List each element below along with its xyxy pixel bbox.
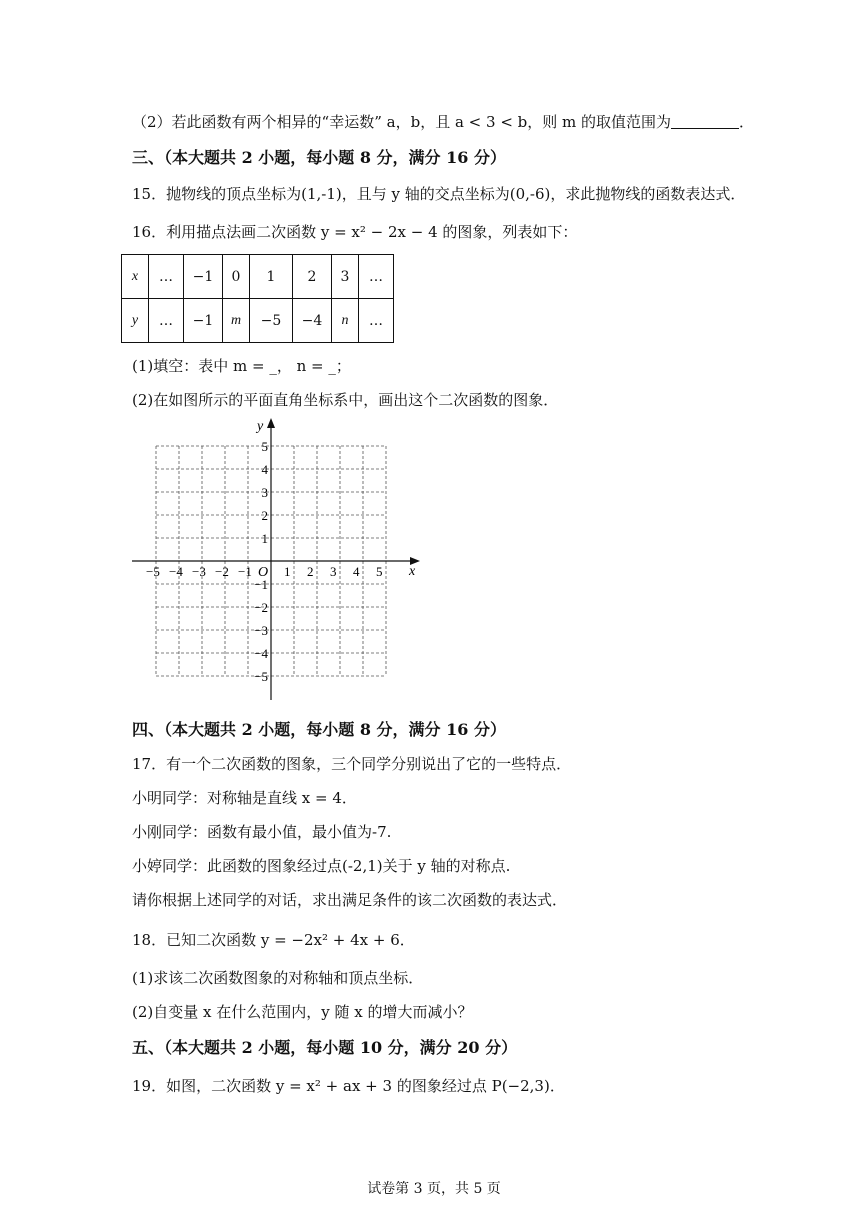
table-cell: … [359,299,394,343]
question-18-part2: (2)自变量 x 在什么范围内，y 随 x 的增大而减小？ [132,1003,473,1021]
coordinate-grid [120,410,430,710]
axes [132,418,420,700]
question-17-xiaoming: 小明同学：对称轴是直线 x = 4． [132,789,357,807]
table-cell: 3 [332,255,359,299]
table-cell: 2 [293,255,332,299]
question-19: 19．如图，二次函数 y = x² + ax + 3 的图象经过点 P(−2,3)． [132,1077,565,1095]
y-tick-label: 4 [261,462,268,477]
y-tick-label: −3 [254,623,268,638]
section-5-heading: 五、（本大题共 2 小题，每小题 10 分，满分 20 分） [132,1038,518,1057]
table-row [122,299,394,343]
y-tick-label: 3 [261,485,268,500]
table-cell: 1 [250,255,293,299]
section-3-heading: 三、（本大题共 2 小题，每小题 8 分，满分 16 分） [132,148,506,167]
y-tick-label: 2 [261,508,268,523]
question-16-part1: (1)填空：表中 m = _， n = _； [132,357,351,375]
table-cell: x [122,255,149,299]
y-tick-label: 5 [261,439,268,454]
table-row [122,255,394,299]
table-cell: −1 [184,299,223,343]
question-17: 17．有一个二次函数的图象，三个同学分别说出了它的一些特点． [132,755,572,773]
table-cell: −4 [293,299,332,343]
y-axis-label: y [257,419,264,434]
x-tick-label: −3 [192,564,206,579]
y-tick-label: −4 [254,646,268,661]
question-16: 16．利用描点法画二次函数 y = x² − 2x − 4 的图象，列表如下： [132,223,578,241]
table-cell: … [149,299,184,343]
y-tick-label: −2 [254,600,268,615]
y-tick-label: 1 [261,531,268,546]
table-cell: n [332,299,359,343]
question-17-instruction: 请你根据上述同学的对话，求出满足条件的该二次函数的表达式． [132,891,568,909]
x-tick-label: −4 [169,564,183,579]
table-cell: y [122,299,149,343]
x-tick-label: 5 [376,564,383,579]
x-tick-label: 2 [307,564,314,579]
x-tick-label: −1 [238,564,252,579]
section-4-heading: 四、（本大题共 2 小题，每小题 8 分，满分 16 分） [132,720,506,739]
table-cell: … [149,255,184,299]
table-cell: … [359,255,394,299]
x-tick-label: 1 [284,564,291,579]
question-15: 15．抛物线的顶点坐标为(1,-1)，且与 y 轴的交点坐标为(0,-6)，求此抛物线的函数表达式． [132,185,746,203]
y-tick-label: −1 [254,577,268,592]
x-tick-label: 4 [353,564,360,579]
x-tick-label: −5 [146,564,160,579]
origin-label: O [258,565,269,580]
answer-blank[interactable] [671,114,739,129]
table-cell: m [223,299,250,343]
page-footer: 试卷第 3 页，共 5 页 [367,1181,501,1197]
table-cell: −5 [250,299,293,343]
question-18: 18．已知二次函数 y = −2x² + 4x + 6． [132,931,415,949]
x-tick-label: 3 [330,564,337,579]
y-axis-arrow [267,418,275,428]
q14-part2: （2）若此函数有两个相异的“幸运数” a，b，且 a < 3 < b，则 m 的取值范围为 ． [132,113,755,131]
question-17-xiaogang: 小刚同学：函数有最小值，最小值为-7. [132,823,392,841]
question-16-part2: (2)在如图所示的平面直角坐标系中，画出这个二次函数的图象． [132,391,559,409]
question-17-xiaoting: 小婷同学：此函数的图象经过点(-2,1)关于 y 轴的对称点. [132,857,511,875]
question-18-part1: (1)求该二次函数图象的对称轴和顶点坐标． [132,969,424,987]
table-cell: 0 [223,255,250,299]
x-axis-label: x [409,564,416,579]
x-tick-label: −2 [215,564,229,579]
y-tick-label: −5 [254,669,268,684]
table-cell: −1 [184,255,223,299]
value-table [121,254,394,343]
